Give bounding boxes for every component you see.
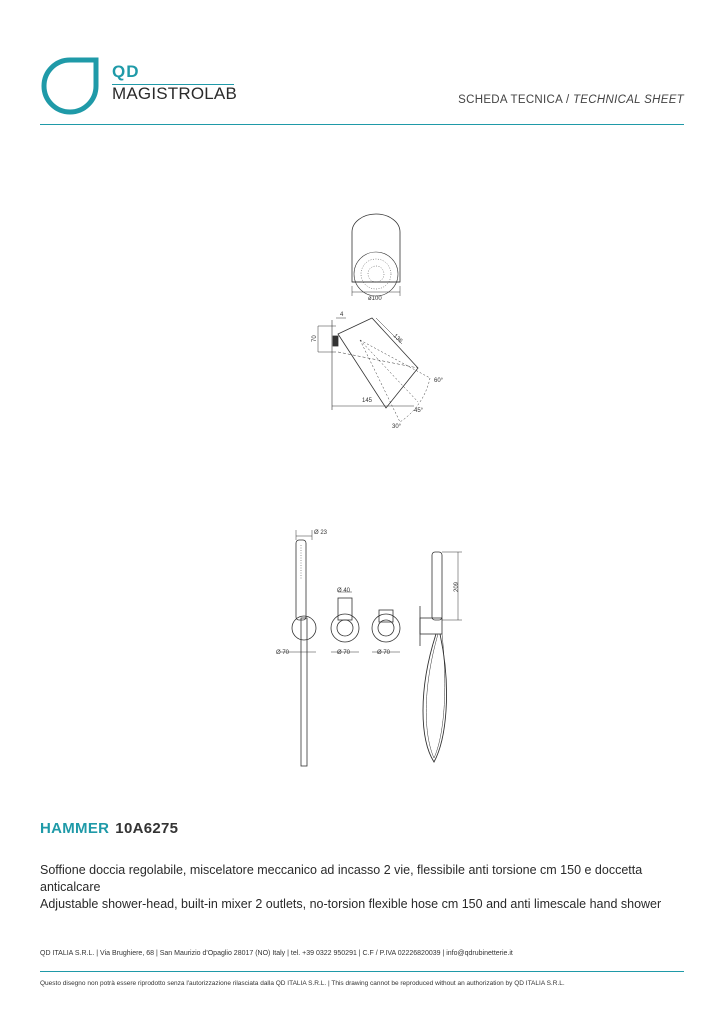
- product-name: HAMMER: [40, 820, 110, 837]
- dim-d40: Ø 40: [337, 588, 351, 594]
- product-description: [40, 862, 680, 913]
- dim-d70-a: Ø 70: [276, 650, 290, 656]
- product-code: 10A6275: [115, 820, 179, 837]
- shower-head-top-view: [352, 214, 400, 296]
- dim-145: 145: [362, 398, 373, 404]
- dim-d70-b: Ø 70: [337, 650, 351, 656]
- shower-head-side-view: [318, 318, 430, 422]
- footer-rule: [40, 971, 684, 972]
- dim-209: 209: [454, 581, 460, 592]
- dim-70: 70: [312, 335, 318, 342]
- dim-angle-45: 45°: [414, 408, 424, 414]
- hand-shower-front-view: [280, 530, 316, 766]
- sheet-label-it: SCHEDA TECNICA: [458, 94, 563, 106]
- sheet-label-sep: /: [562, 94, 573, 106]
- dim-136: 136: [391, 333, 404, 345]
- brand-qd: QD: [112, 62, 140, 81]
- description-en: Adjustable shower-head, built-in mixer 2 outlets, no-torsion flexible hose cm 150 and anti limescale hand shower: [40, 897, 662, 911]
- diverter-knob-view: [372, 610, 400, 652]
- product-title: [40, 820, 178, 837]
- dim-4: 4: [340, 312, 344, 318]
- footer-copyright: Questo disegno non potrà essere riprodotto senza l'autorizzazione rilasciata dalla QD ITALIA S.R.L. | This drawing cannot be reproduced without an authorization by QD ITALIA S.R.L.: [40, 980, 565, 987]
- footer-address: QD ITALIA S.R.L. | Via Brughiere, 68 | San Maurizio d'Opaglio 28017 (NO) Italy | tel. +39 0322 950291 | C.F / P.IVA 02226820039 | info@qdrubinetterie.it: [40, 950, 513, 957]
- brand-magistrolab: MAGISTROLAB: [112, 84, 238, 103]
- dim-angle-30: 30°: [392, 424, 402, 430]
- description-it: Soffione doccia regolabile, miscelatore meccanico ad incasso 2 vie, flessibile anti torsione cm 150 e doccetta anticalcare: [40, 863, 643, 894]
- dim-d23: Ø 23: [314, 530, 328, 536]
- dim-head-diameter: ø100: [368, 296, 382, 302]
- dim-angle-60: 60°: [434, 378, 444, 384]
- sheet-label-en: TECHNICAL SHEET: [572, 94, 684, 106]
- mixer-knob-view: [331, 592, 359, 652]
- dim-d70-c: Ø 70: [377, 650, 391, 656]
